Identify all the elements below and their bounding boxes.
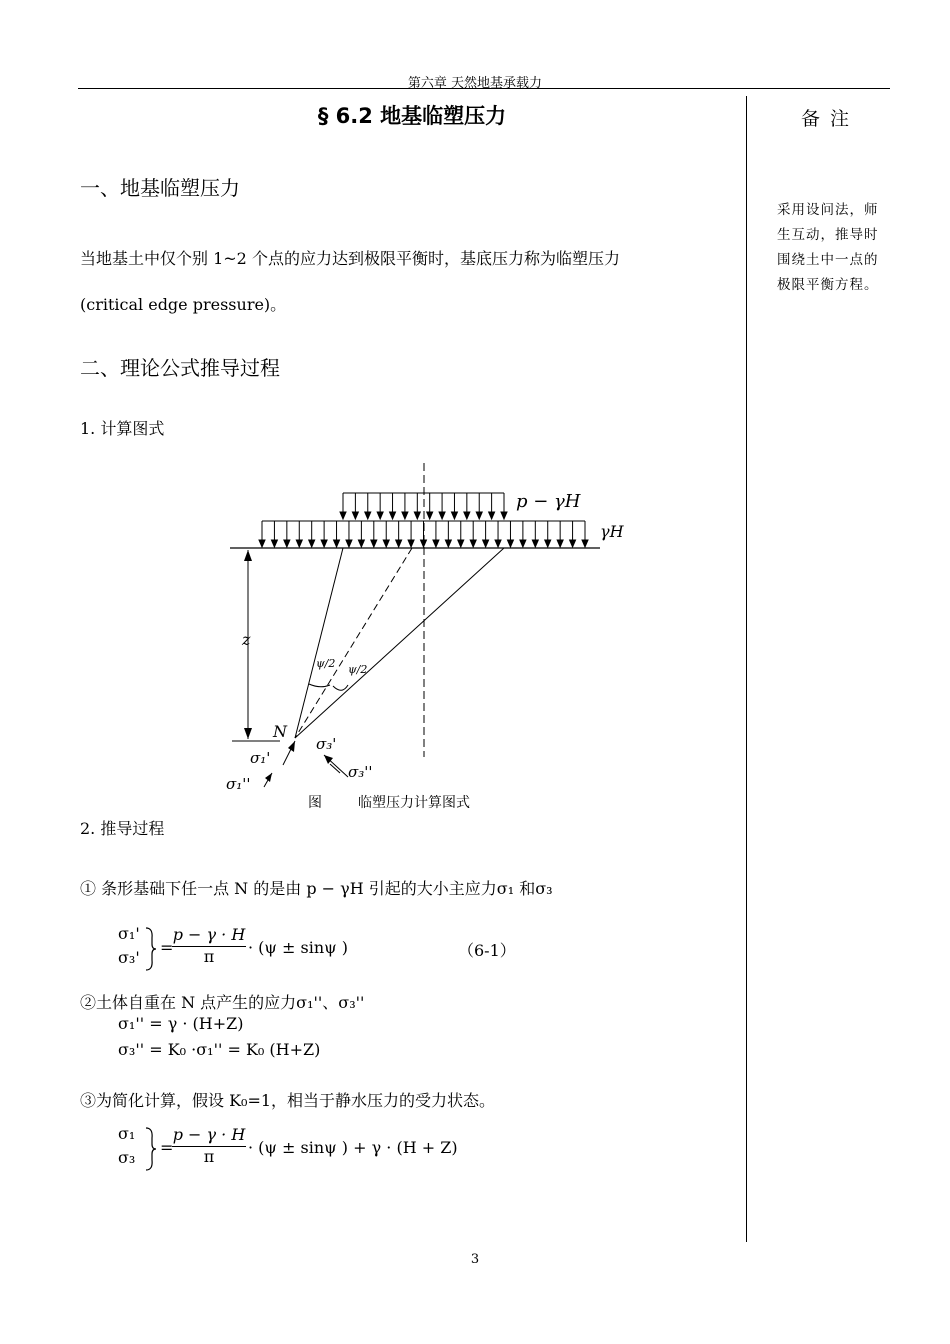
label-depth: z <box>242 630 251 649</box>
page-number: 3 <box>470 1252 480 1267</box>
load-arrowhead <box>545 540 551 547</box>
label-sigma1-prime: σ₁' <box>250 749 271 767</box>
step-2-line-1: σ₁'' = γ · (H+Z) <box>118 1014 244 1033</box>
load-arrowhead <box>458 540 464 547</box>
load-arrowhead <box>501 512 507 519</box>
sigma1-arrowhead <box>288 741 295 752</box>
load-arrowhead <box>383 540 389 547</box>
left-ray <box>295 548 343 738</box>
label-sigma3-prime: σ₃' <box>316 735 337 753</box>
load-arrowhead <box>483 540 489 547</box>
load-arrowhead <box>439 512 445 519</box>
load-arrowhead <box>489 512 495 519</box>
load-arrowhead <box>582 540 588 547</box>
load-arrowhead <box>570 540 576 547</box>
label-angle-right: ψ/2 <box>348 663 368 676</box>
label-sigma3-dprime: σ₃'' <box>348 763 373 781</box>
load-arrowhead <box>402 512 408 519</box>
heading-derivation: 二、理论公式推导过程 <box>80 356 280 380</box>
bisector-ray <box>295 548 412 738</box>
load-arrowhead <box>495 540 501 547</box>
eq1-fraction: p − γ · H π <box>172 925 246 966</box>
section-title: § 6.2 地基临塑压力 <box>317 104 507 128</box>
load-arrowhead <box>259 540 265 547</box>
load-arrowhead <box>476 512 482 519</box>
label-point-n: N <box>273 722 287 741</box>
load-arrowhead <box>433 540 439 547</box>
step-3: ③为简化计算，假设 K₀=1，相当于静水压力的受力状态。 <box>80 1091 496 1110</box>
load-arrowhead <box>520 540 526 547</box>
label-load-top: p − γH <box>516 491 581 512</box>
load-arrowhead <box>371 540 377 547</box>
step-2-line-2: σ₃'' = K₀ ·σ₁'' = K₀ (H+Z) <box>118 1040 321 1059</box>
label-load-bottom: γH <box>600 522 624 541</box>
item-calc-diagram: 1. 计算图式 <box>80 419 165 438</box>
right-ray <box>295 548 504 738</box>
label-sigma1-dprime: σ₁'' <box>226 775 251 793</box>
eq2-lhs: σ₁ σ₃ <box>118 1124 136 1167</box>
header-rule <box>78 88 890 89</box>
label-angle-left: ψ/2 <box>316 657 336 670</box>
sigma1pp-arrowhead <box>265 773 272 782</box>
page-header: 第六章 天然地基承载力 <box>407 76 543 91</box>
load-arrowhead <box>445 540 451 547</box>
load-arrowhead <box>358 540 364 547</box>
load-arrowhead <box>470 540 476 547</box>
load-arrowhead <box>346 540 352 547</box>
step-1: ① 条形基础下任一点 N 的是由 p − γH 引起的大小主应力σ₁ 和σ₃ <box>80 879 553 898</box>
load-arrowhead <box>414 512 420 519</box>
figure-caption-label: 图 <box>308 795 322 811</box>
load-arrowhead <box>427 512 433 519</box>
load-arrowhead <box>296 540 302 547</box>
load-arrowhead <box>532 540 538 547</box>
load-arrowhead <box>365 512 371 519</box>
angle-arc-right <box>333 685 348 690</box>
load-arrowhead <box>284 540 290 547</box>
notes-divider <box>746 96 747 1242</box>
paragraph-definition-en: (critical edge pressure)。 <box>80 295 287 314</box>
eq1-lhs: σ₁' σ₃' <box>118 924 140 967</box>
load-arrowhead <box>390 512 396 519</box>
load-arrowhead <box>321 540 327 547</box>
load-arrowhead <box>507 540 513 547</box>
load-arrowhead <box>451 512 457 519</box>
load-arrowhead <box>309 540 315 547</box>
load-arrowhead <box>464 512 470 519</box>
angle-arc-left <box>309 684 330 687</box>
eq1-tail: · (ψ ± sinψ ) <box>248 938 349 957</box>
load-arrowhead <box>271 540 277 547</box>
load-arrowhead <box>334 540 340 547</box>
heading-critical-pressure: 一、地基临塑压力 <box>80 176 240 200</box>
eq1-brace <box>144 926 158 972</box>
figure-caption-text: 临塑压力计算图式 <box>358 795 470 811</box>
load-arrowhead <box>396 540 402 547</box>
eq1-number: （6-1） <box>458 941 516 960</box>
load-arrowhead <box>352 512 358 519</box>
notes-body: 采用设问法，师生互动，推导时围绕土中一点的极限平衡方程。 <box>777 202 879 293</box>
eq2-tail: · (ψ ± sinψ ) + γ · (H + Z) <box>248 1138 458 1157</box>
step-2: ②土体自重在 N 点产生的应力σ₁''、σ₃'' <box>80 993 365 1012</box>
item-derivation: 2. 推导过程 <box>80 819 165 838</box>
load-arrowhead <box>557 540 563 547</box>
load-arrowhead <box>408 540 414 547</box>
paragraph-definition: 当地基土中仅个别 1~2 个点的应力达到极限平衡时，基底压力称为临塑压力 <box>80 249 620 268</box>
notes-title: 备注 <box>800 108 859 130</box>
eq2-fraction: p − γ · H π <box>172 1125 246 1166</box>
critical-pressure-diagram <box>200 455 640 820</box>
eq2-brace <box>144 1126 158 1172</box>
load-arrowhead <box>340 512 346 519</box>
load-arrowhead <box>377 512 383 519</box>
load-arrowhead <box>421 540 427 547</box>
lower-load-arrows <box>259 521 588 547</box>
